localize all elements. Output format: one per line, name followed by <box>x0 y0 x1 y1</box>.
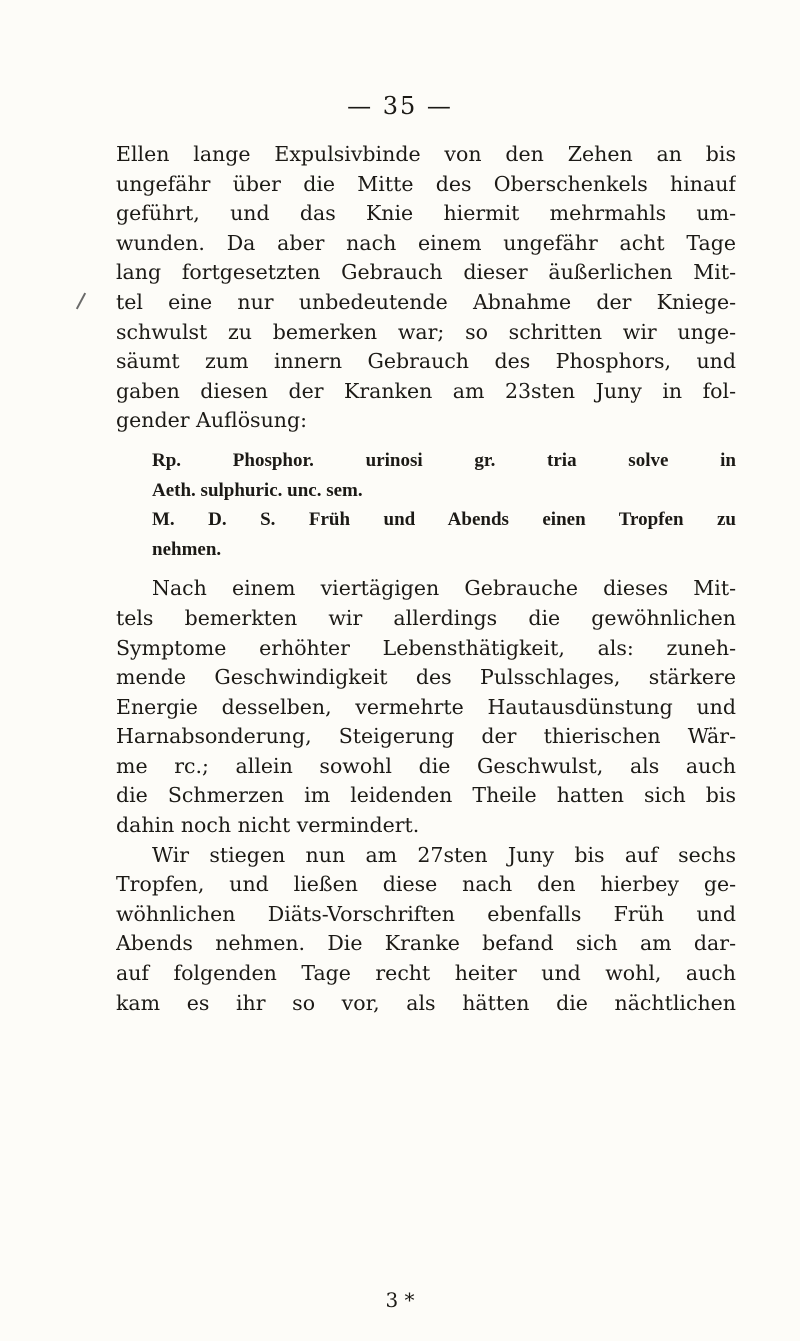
text-line: gaben diesen der Kranken am 23sten Juny in fol- <box>116 378 736 403</box>
text-line: Symptome erhöhter Lebensthätigkeit, als: zuneh- <box>116 635 736 660</box>
text-line: Wir stiegen nun am 27sten Juny bis auf sechs <box>152 842 736 867</box>
text-line: Abends nehmen. Die Kranke befand sich am dar- <box>116 931 736 956</box>
text-line: me rc.; allein sowohl die Geschwulst, als auch <box>116 753 736 778</box>
prescription-line: M. D. S. Früh und Abends einen Tropfen zu <box>152 509 736 531</box>
text-line: wöhnlichen Diäts-Vorschriften ebenfalls Früh und <box>116 901 736 926</box>
spacer <box>116 564 736 574</box>
prescription-block <box>116 446 736 564</box>
text-line: Energie desselben, vermehrte Hautausdünstung und <box>116 694 736 719</box>
text-line: lang fortgesetzten Gebrauch dieser äußerlichen Mit- <box>116 260 736 285</box>
paragraph-1 <box>116 140 736 436</box>
prescription-line: Rp. Phosphor. urinosi gr. tria solve in <box>152 449 736 471</box>
text-line: Harnabsonderung, Steigerung der thierischen Wär- <box>116 724 736 749</box>
text-line: tel eine nur unbedeutende Abnahme der Kniege- <box>116 289 736 314</box>
paragraph-3 <box>116 841 736 1019</box>
text-line: auf folgenden Tage recht heiter und wohl, auch <box>116 961 736 986</box>
paragraph-2 <box>116 574 736 840</box>
prescription-line: Aeth. sulphuric. unc. sem. <box>152 479 363 501</box>
signature-mark: 3 * <box>385 1288 415 1312</box>
text-line: säumt zum innern Gebrauch des Phosphors, und <box>116 349 736 374</box>
text-line: kam es ihr so vor, als hätten die nächtlichen <box>116 990 736 1015</box>
page-number: — 35 — <box>347 92 453 120</box>
text-line: Ellen lange Expulsivbinde von den Zehen an bis <box>116 142 736 166</box>
margin-pencil-mark <box>76 293 86 310</box>
text-line: tels bemerkten wir allerdings die gewöhnlichen <box>116 605 736 630</box>
text-line: geführt, und das Knie hiermit mehrmahls um- <box>116 201 736 226</box>
text-line: die Schmerzen im leidenden Theile hatten sich bis <box>116 783 736 808</box>
text-line: Tropfen, und ließen diese nach den hierbey ge- <box>116 872 736 897</box>
text-line: dahin noch nicht vermindert. <box>116 813 420 838</box>
spacer <box>116 436 736 446</box>
prescription-line: nehmen. <box>152 538 222 560</box>
page-body <box>116 140 736 1018</box>
text-line: gender Auflösung: <box>116 408 308 433</box>
text-line: Nach einem viertägigen Gebrauche dieses Mit- <box>152 576 736 601</box>
text-line: schwulst zu bemerken war; so schritten wir unge- <box>116 319 736 344</box>
text-line: mende Geschwindigkeit des Pulsschlages, stärkere <box>116 665 736 690</box>
text-line: wunden. Da aber nach einem ungefähr acht Tage <box>116 230 736 255</box>
text-line: ungefähr über die Mitte des Oberschenkels hinauf <box>116 171 736 196</box>
